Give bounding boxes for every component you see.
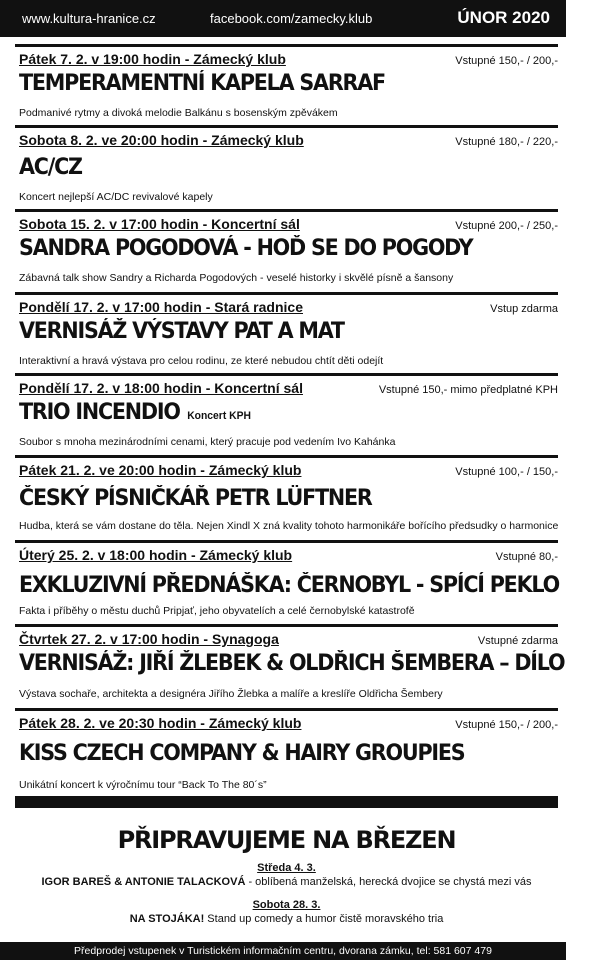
event-description: Soubor s mnoha mezinárodními cenami, který pracuje pod vedením Ivo Kahánka [19, 436, 396, 448]
event-title [19, 486, 372, 511]
event-title [19, 319, 344, 344]
event-title-text: AC/CZ [19, 155, 82, 180]
event-date: Sobota 15. 2. v 17:00 hodin - Koncertní sál [19, 216, 300, 232]
footer-bar: Předprodej vstupenek v Turistickém informačním centru, dvorana zámku, tel: 581 607 479 [0, 942, 566, 960]
section-divider [15, 796, 558, 808]
event-date: Sobota 8. 2. ve 20:00 hodin - Zámecký klub [19, 132, 304, 148]
upcoming-item [15, 862, 558, 888]
event-title-text: TEMPERAMENTNÍ KAPELA SARRAF [19, 71, 385, 96]
event-item [15, 624, 565, 707]
upcoming-text: Stand up comedy a humor čistě moravského tria [204, 913, 444, 925]
header-bar [0, 0, 566, 37]
month-title: ÚNOR 2020 [457, 8, 550, 27]
event-title [19, 71, 385, 96]
upcoming-title: NA STOJÁKA! [129, 913, 205, 925]
upcoming-item [15, 899, 558, 925]
event-price: Vstupné 150,- mimo předplatné KPH [378, 384, 558, 396]
event-description: Interaktivní a hravá výstava pro celou rodinu, ze které nebudou chtít děti odejít [19, 355, 384, 367]
event-item [15, 455, 558, 538]
website-link[interactable]: www.kultura-hranice.cz [22, 11, 156, 26]
event-item [15, 44, 558, 125]
event-item [15, 708, 558, 797]
event-date: Čtvrtek 27. 2. v 17:00 hodin - Synagoga [19, 631, 279, 647]
event-item [15, 125, 558, 208]
event-item [15, 373, 558, 454]
event-title-text: KISS CZECH COMPANY & HAIRY GROUPIES [19, 741, 465, 766]
event-price: Vstupné 200,- / 250,- [455, 220, 558, 232]
event-description: Fakta i příběhy o městu duchů Pripjať, jeho obyvatelích a celé černobylské katastrofě [19, 605, 415, 617]
upcoming-date: Sobota 28. 3. [252, 899, 321, 911]
event-title-text: VERNISÁŽ: JIŘÍ ŽLEBEK & OLDŘICH ŠEMBERA – DÍLO [19, 651, 565, 676]
event-title-text: EXKLUZIVNÍ PŘEDNÁŠKA: ČERNOBYL - SPÍCÍ PEKLO [19, 573, 559, 598]
upcoming-text: - oblíbená manželská, herecká dvojice se chystá mezi vás [245, 876, 532, 888]
event-description: Unikátní koncert k výročnímu tour “Back To The 80´s” [19, 779, 267, 791]
event-price: Vstupné 150,- / 200,- [455, 55, 558, 67]
event-description: Hudba, která se vám dostane do těla. Nejen Xindl X zná kvality tohoto harmonikáře bořícího předsudky o harmonice [19, 520, 559, 532]
event-item [15, 540, 558, 623]
facebook-link[interactable]: facebook.com/zamecky.klub [210, 11, 373, 26]
event-item [15, 209, 558, 292]
event-description: Podmanivé rytmy a divoká melodie Balkánu s bosenským zpěvákem [19, 107, 338, 119]
event-description: Zábavná talk show Sandry a Richarda Pogodových - veselé historky i skvělé písně a šansony [19, 272, 454, 284]
event-price: Vstupné 100,- / 150,- [455, 466, 558, 478]
event-title [19, 573, 559, 598]
event-description: Koncert nejlepší AC/DC revivalové kapely [19, 191, 213, 203]
event-date: Pondělí 17. 2. v 18:00 hodin - Koncertní sál [19, 380, 303, 396]
event-title [19, 400, 251, 425]
event-title [19, 236, 472, 261]
event-title-text: ČESKÝ PÍSNIČKÁŘ PETR LÜFTNER [19, 486, 372, 511]
event-price: Vstupné 150,- / 200,- [455, 719, 558, 731]
event-date: Úterý 25. 2. v 18:00 hodin - Zámecký klub [19, 547, 293, 563]
event-title-text: SANDRA POGODOVÁ - HOĎ SE DO POGODY [19, 236, 473, 261]
event-title [19, 155, 82, 180]
event-price: Vstupné zdarma [477, 635, 558, 647]
event-description: Výstava sochaře, architekta a designéra Jiřího Žlebka a malíře a kreslíře Oldřicha Šembery [19, 688, 443, 700]
event-title [19, 651, 564, 676]
event-price: Vstup zdarma [490, 303, 558, 315]
event-price: Vstupné 180,- / 220,- [455, 136, 558, 148]
event-date: Pátek 7. 2. v 19:00 hodin - Zámecký klub [19, 51, 286, 67]
event-title-text: VERNISÁŽ VÝSTAVY PAT A MAT [19, 319, 344, 344]
upcoming-title: IGOR BAREŠ & ANTONIE TALACKOVÁ [41, 876, 246, 888]
event-tag: Koncert KPH [187, 410, 251, 422]
upcoming-date: Středa 4. 3. [257, 862, 316, 874]
event-date: Pondělí 17. 2. v 17:00 hodin - Stará radnice [19, 299, 303, 315]
event-date: Pátek 28. 2. ve 20:30 hodin - Zámecký klub [19, 715, 302, 731]
event-title-text: TRIO INCENDIO [19, 400, 180, 425]
event-date: Pátek 21. 2. ve 20:00 hodin - Zámecký klub [19, 462, 302, 478]
upcoming-heading: PŘIPRAVUJEME NA BŘEZEN [117, 826, 456, 854]
event-price: Vstupné 80,- [495, 551, 558, 563]
event-title [19, 741, 464, 766]
event-item [15, 292, 558, 371]
